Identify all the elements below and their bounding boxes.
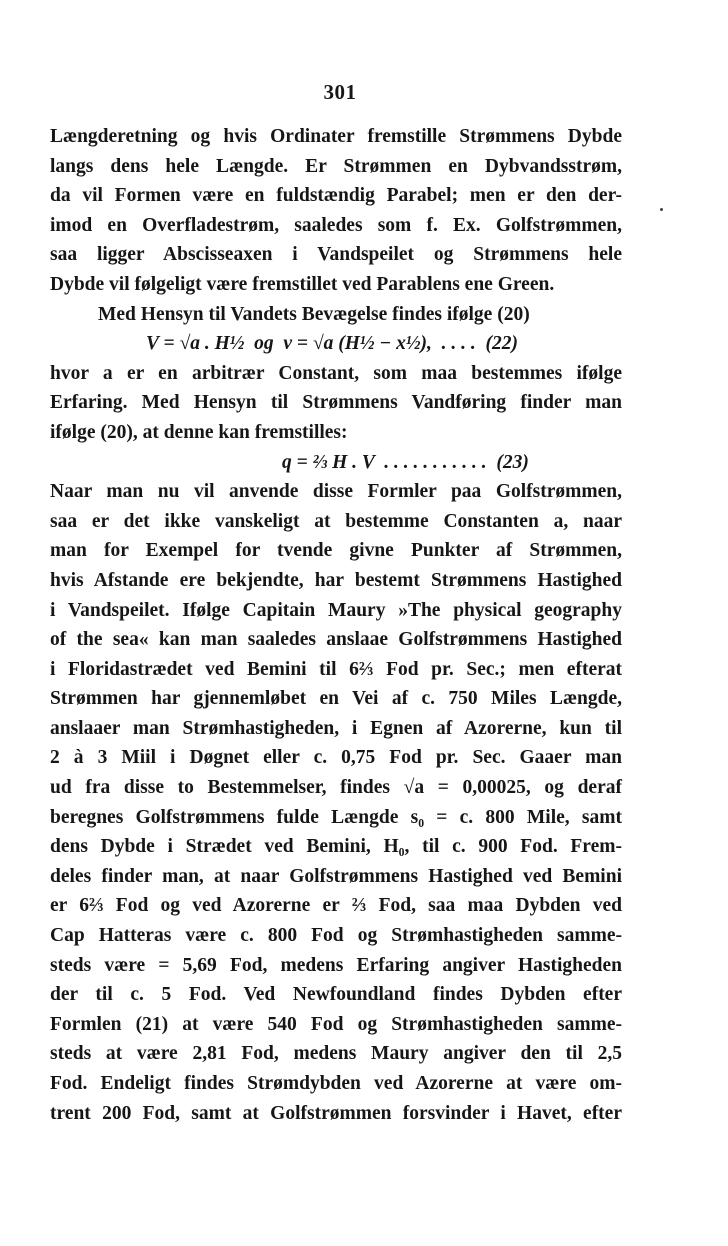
- text-line: steds være = 5,69 Fod, medens Erfaring angiver Hastigheden: [50, 954, 622, 976]
- text-line: hvor a er en arbitrær Constant, som maa bestemmes ifølge: [50, 362, 622, 384]
- text-line: saa ligger Abscisseaxen i Vandspeilet og Strømmens hele: [50, 244, 622, 266]
- text-line: saa er det ikke vanskeligt at bestemme Constanten a, naar: [50, 510, 622, 532]
- text-line: Formlen (21) at være 540 Fod og Strømhastigheden samme-: [50, 1013, 622, 1035]
- text-line: Naar man nu vil anvende disse Formler paa Golfstrømmen,: [50, 481, 622, 503]
- text-line: da vil Formen være en fuldstændig Parabel; men er den der-: [50, 185, 622, 207]
- text-line: Strømmen har gjennemløbet en Vei af c. 750 Miles Længde,: [50, 688, 622, 710]
- text-line: i Vandspeilet. Ifølge Capitain Maury »The physical geography: [50, 599, 622, 621]
- equation-23: q = ⅔ H . V . . . . . . . . . . . (23): [282, 451, 529, 473]
- text-line: dens Dybde i Strædet ved Bemini, H₀, til c. 900 Fod. Frem-: [50, 836, 622, 858]
- text-line: ifølge (20), at denne kan fremstilles:: [50, 421, 348, 443]
- text-line: der til c. 5 Fod. Ved Newfoundland findes Dybden efter: [50, 984, 622, 1006]
- body-text: [50, 122, 622, 1128]
- text-line: hvis Afstande ere bekjendte, har bestemt Strømmens Hastighed: [50, 569, 622, 591]
- text-line: Med Hensyn til Vandets Bevægelse findes ifølge (20): [98, 303, 530, 325]
- text-line: anslaaer man Strømhastigheden, i Egnen af Azorerne, kun til: [50, 717, 622, 739]
- text-line: 2 à 3 Miil i Døgnet eller c. 0,75 Fod pr. Sec. Gaaer man: [50, 747, 622, 769]
- text-line: of the sea« kan man saaledes anslaae Golfstrømmens Hastighed: [50, 629, 622, 651]
- text-line: trent 200 Fod, samt at Golfstrømmen forsvinder i Havet, efter: [50, 1102, 622, 1124]
- text-line: ud fra disse to Bestemmelser, findes √a = 0,00025, og deraf: [50, 777, 622, 799]
- text-line: Cap Hatteras være c. 800 Fod og Strømhastigheden samme-: [50, 925, 622, 947]
- text-line: Fod. Endeligt findes Strømdybden ved Azorerne at være om-: [50, 1073, 622, 1094]
- equation-22: V = √a . H½ og v = √a (H½ − x½), . . . . (22): [146, 333, 518, 355]
- text-line: er 6⅔ Fod og ved Azorerne er ⅔ Fod, saa maa Dybden ved: [50, 895, 622, 917]
- text-line: Erfaring. Med Hensyn til Strømmens Vandføring finder man: [50, 392, 622, 414]
- margin-speck: [660, 208, 663, 211]
- text-line: steds at være 2,81 Fod, medens Maury angiver den til 2,5: [50, 1043, 622, 1065]
- text-line: imod en Overfladestrøm, saaledes som f. Ex. Golfstrømmen,: [50, 214, 622, 236]
- text-line: Længderetning og hvis Ordinater fremstille Strømmens Dybde: [50, 126, 622, 147]
- text-line: Dybde vil følgeligt være fremstillet ved Parablens ene Green.: [50, 273, 555, 295]
- text-line: langs dens hele Længde. Er Strømmen en Dybvandsstrøm,: [50, 155, 622, 177]
- page-number: 301: [323, 80, 357, 104]
- text-line: beregnes Golfstrømmens fulde Længde s₀ = c. 800 Mile, samt: [50, 806, 622, 828]
- faint-library-stamp: [478, 1196, 598, 1224]
- text-line: i Floridastrædet ved Bemini til 6⅔ Fod pr. Sec.; men efterat: [50, 658, 622, 680]
- text-line: man for Exempel for tvende givne Punkter af Strømmen,: [50, 540, 622, 562]
- text-line: deles finder man, at naar Golfstrømmens Hastighed ved Bemini: [50, 865, 622, 887]
